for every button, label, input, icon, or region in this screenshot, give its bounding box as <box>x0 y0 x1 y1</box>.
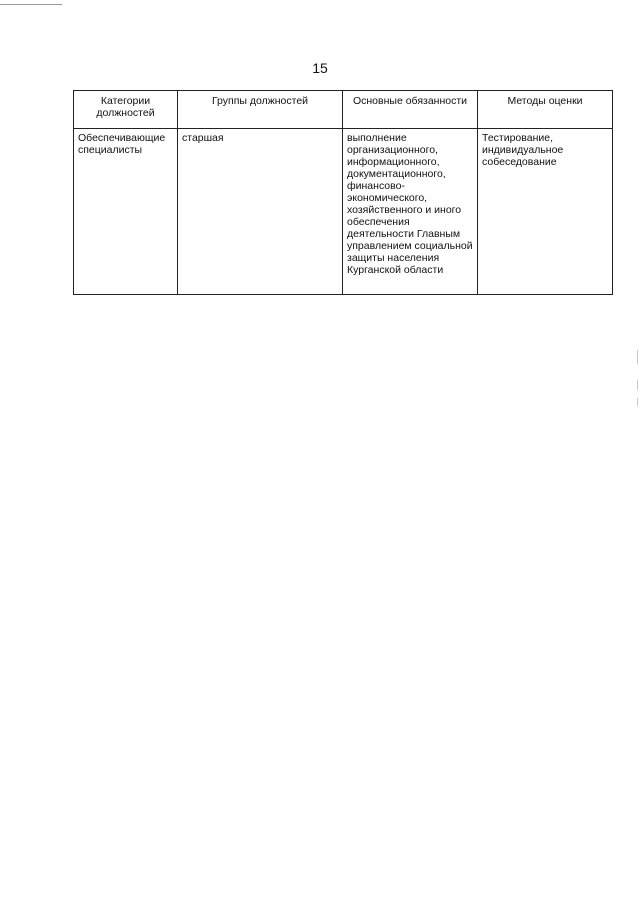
scan-edge-mark-right <box>637 380 638 390</box>
scan-edge-mark-right <box>637 398 638 406</box>
header-assessment-methods: Методы оценки <box>478 91 613 129</box>
cell-position-category: Обеспечивающие специалисты <box>74 129 178 295</box>
scan-edge-mark-top <box>0 4 62 5</box>
cell-main-duties: выполнение организационного, информационного, документационного, финансово-экономического, хозяйственного и иного обеспечения деятельности Главным управлением социальной защиты населения Курганской области <box>343 129 478 295</box>
header-position-groups: Группы должностей <box>178 91 343 129</box>
cell-position-group: старшая <box>178 129 343 295</box>
page-number: 15 <box>312 60 328 76</box>
scan-edge-mark-right <box>637 350 638 364</box>
cell-assessment-methods: Тестирование, индивидуальное собеседование <box>478 129 613 295</box>
header-position-categories: Категории должностей <box>74 91 178 129</box>
table-header-row <box>74 91 613 129</box>
positions-table <box>73 90 613 295</box>
table-row <box>74 129 613 295</box>
header-main-duties: Основные обязанности <box>343 91 478 129</box>
